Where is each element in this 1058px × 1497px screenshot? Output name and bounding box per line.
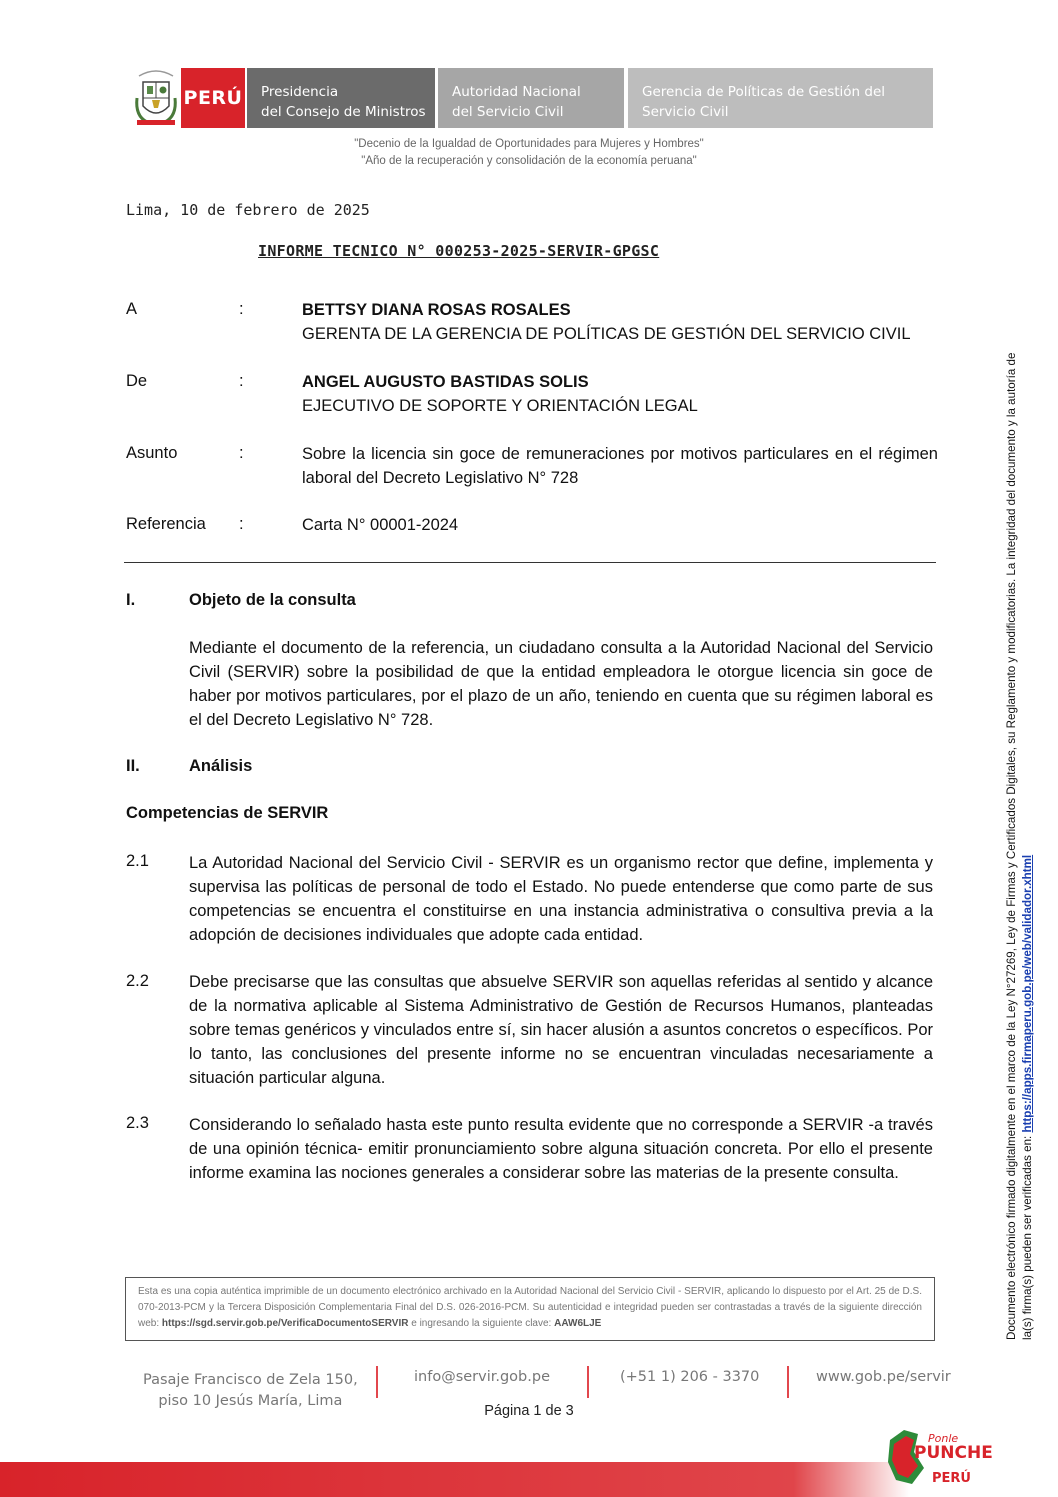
authenticity-text: Esta es una copia auténtica imprimible de un documento electrónico archivado en la Autoridad Nacional del Servicio Civil - SERVIR, aplicando lo dispuesto por el Art. 25 de D.S. 070-2013-PCM y la Tercera Disposición Complementaria Final del D.S. 026-2016-PCM. Su autenticidad e integridad pueden ser contrastadas a través de la siguiente dirección web: [138, 1286, 922, 1329]
paragraph-2-3-number: 2.3 [126, 1114, 149, 1132]
year-name-line: "Año de la recuperación y consolidación de la economía peruana" [361, 155, 697, 167]
header-box-servir [438, 68, 624, 128]
footer-phone: (+51 1) 206 - 3370 [620, 1369, 760, 1385]
header-box-pcm-line1: Presidencia [261, 84, 339, 100]
punche-peru-logo [884, 1422, 993, 1490]
peru-brand-box [181, 68, 245, 128]
header-box-servir-line1: Autoridad Nacional [452, 84, 581, 100]
authenticity-text-2: e ingresando la siguiente clave: [408, 1318, 555, 1329]
logo-word-ponle: Ponle [928, 1432, 959, 1445]
section-1-number: I. [126, 591, 136, 609]
authenticity-notice [125, 1277, 935, 1341]
reference-text: Carta N° 00001-2024 [302, 516, 459, 534]
section-2-number: II. [126, 757, 140, 775]
recipient-name: BETTSY DIANA ROSAS ROSALES [302, 301, 571, 319]
logo-word-peru: PERÚ [932, 1471, 971, 1486]
sender [302, 370, 938, 418]
divider [124, 562, 936, 563]
signature-note-line2: la(s) firma(s) pueden ser verificadas en: [1021, 1132, 1034, 1340]
label-de: De [126, 372, 148, 390]
paragraph-2-3: Considerando lo señalado hasta este punto resulta evidente que no corresponde a SERVIR -a través de una opinión técnica- emitir pronunciamiento sobre alguna situación concreta. Por ello el presente informe examina las nociones generales a considerar sobre las materias de la presente consulta. [189, 1116, 933, 1182]
peru-label: PERÚ [183, 87, 243, 109]
footer-address-line1: Pasaje Francisco de Zela 150, [143, 1372, 358, 1388]
header-box-gerencia-line1: Gerencia de Políticas de Gestión del [642, 84, 886, 100]
footer-separator [787, 1366, 789, 1398]
validator-link[interactable]: https://apps.firmaperu.gob.pe/web/validador.xhtml [1021, 854, 1034, 1133]
section-2-title: Análisis [189, 757, 253, 775]
header-box-gerencia-line2: Servicio Civil [642, 104, 729, 120]
paragraph-2-1-number: 2.1 [126, 852, 149, 870]
coat-of-arms-icon [133, 68, 179, 130]
colon-referencia: : [239, 515, 244, 533]
sender-role: EJECUTIVO DE SOPORTE Y ORIENTACIÓN LEGAL [302, 397, 698, 415]
footer-separator [376, 1366, 378, 1398]
colon-a: : [239, 300, 244, 318]
footer-email[interactable]: info@servir.gob.pe [414, 1369, 550, 1385]
recipient-role: GERENTA DE LA GERENCIA DE POLÍTICAS DE GESTIÓN DEL SERVICIO CIVIL [302, 325, 911, 343]
header-box-pcm [247, 68, 435, 128]
footer-website[interactable]: www.gob.pe/servir [816, 1369, 951, 1385]
header-box-gerencia [628, 68, 933, 128]
document-date: Lima, 10 de febrero de 2025 [126, 201, 370, 219]
paragraph-2-2: Debe precisarse que las consultas que absuelve SERVIR son aquellas referidas al sentido y alcance de la normativa aplicable al Sistema Administrativo de Gestión de Recursos Humanos, planteadas sobre temas genéricos y vinculados entre sí, sin hacer alusión a asuntos concretos o específicos. Por lo tanto, las conclusiones del presente informe no se encuentran vinculadas necesariamente a situación particular alguna. [189, 973, 933, 1087]
subheading-competencias: Competencias de SERVIR [126, 804, 329, 822]
verification-url[interactable]: https://sgd.servir.gob.pe/VerificaDocumentoSERVIR [161, 1318, 409, 1329]
footer-address-line2: piso 10 Jesús María, Lima [158, 1393, 343, 1409]
label-asunto: Asunto [126, 444, 178, 462]
footer-separator [587, 1366, 589, 1398]
logo-word-punche: PUNCHE [914, 1443, 993, 1463]
subject-text: Sobre la licencia sin goce de remuneraciones por motivos particulares en el régimen laboral del Decreto Legislativo N° 728 [302, 445, 938, 487]
digital-signature-note [1004, 220, 1036, 1340]
header-box-servir-line2: del Servicio Civil [452, 104, 564, 120]
section-1-title: Objeto de la consulta [189, 591, 356, 609]
recipient [302, 298, 938, 346]
document-title: INFORME TECNICO N° 000253-2025-SERVIR-GPGSC [258, 242, 660, 260]
header-box-pcm-line2: del Consejo de Ministros [261, 104, 426, 120]
colon-de: : [239, 372, 244, 390]
label-a: A [126, 300, 138, 318]
paragraph-2-2-number: 2.2 [126, 972, 149, 990]
sender-name: ANGEL AUGUSTO BASTIDAS SOLIS [302, 373, 589, 391]
section-1-paragraph: Mediante el documento de la referencia, un ciudadano consulta a la Autoridad Nacional del Servicio Civil (SERVIR) sobre la posibilidad de que la entidad empleadora le otorgue licencia sin goce de haber por motivos particulares, por el plazo de un año, teniendo en cuenta que su régimen laboral es el del Decreto Legislativo N° 728. [189, 639, 933, 729]
page-number: Página 1 de 3 [484, 1403, 574, 1419]
label-referencia: Referencia [126, 515, 206, 533]
verification-key: AAW6LJE [554, 1318, 602, 1329]
signature-note-line1: Documento electrónico firmado digitalmente en el marco de la Ley N°27269, Ley de Firmas y Certificados Digitales, su Reglamento y modificatorias. La integridad del documento y la autoría de [1005, 352, 1018, 1340]
paragraph-2-1: La Autoridad Nacional del Servicio Civil - SERVIR es un organismo rector que define, implementa y supervisa las políticas de personal de todo el Estado. No puede entenderse que como parte de sus competencias se encuentra el constituirse en una instancia administrativa o consultiva previa a la adopción de decisiones individuales que adopte cada entidad. [189, 854, 933, 944]
colon-asunto: : [239, 444, 244, 462]
decenio-line: "Decenio de la Igualdad de Oportunidades para Mujeres y Hombres" [354, 138, 704, 150]
